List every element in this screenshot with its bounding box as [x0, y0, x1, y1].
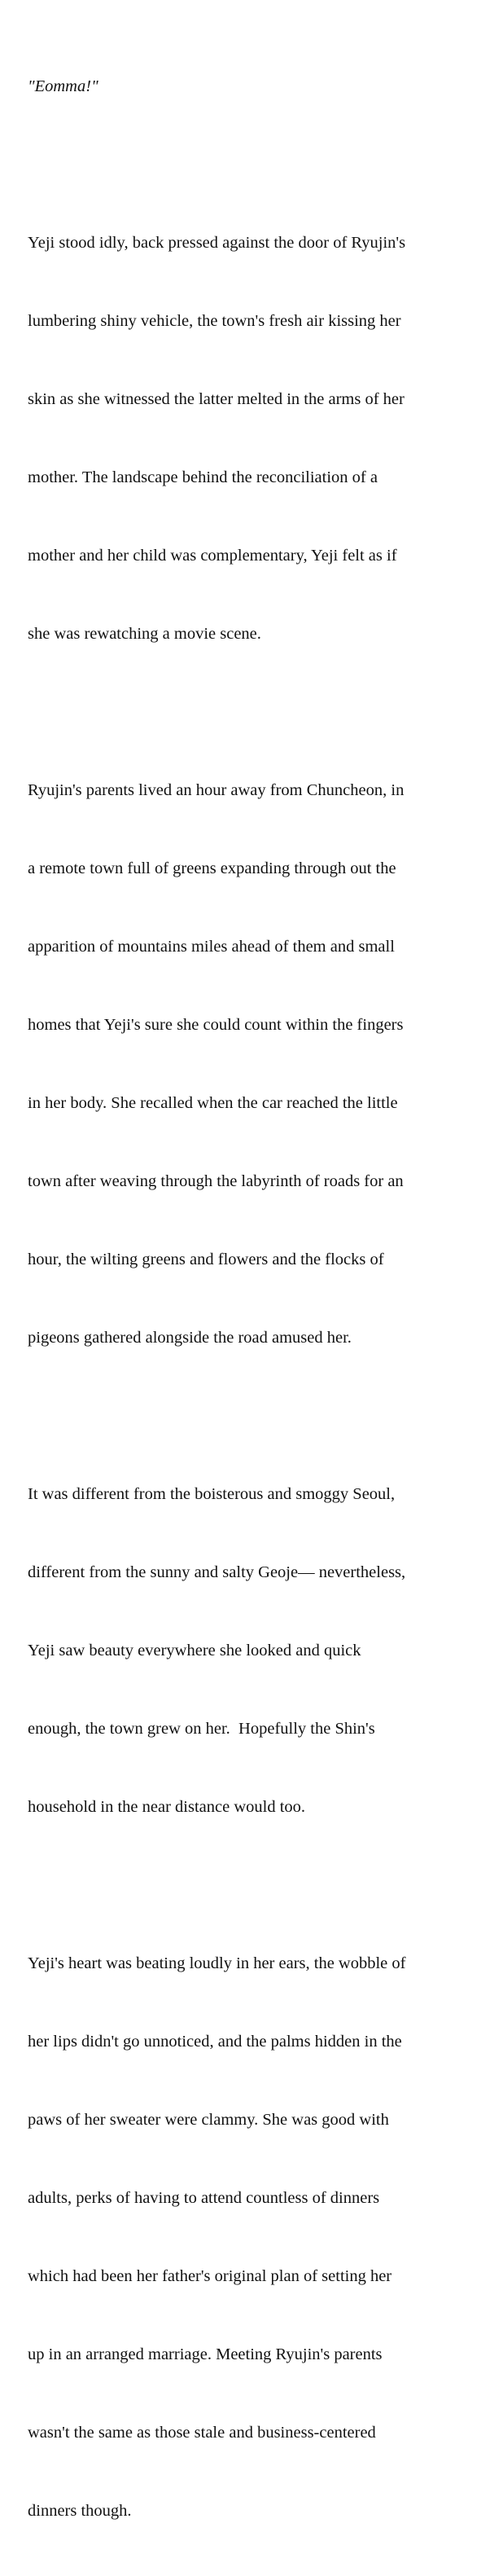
text-line: "Eomma!" [28, 77, 98, 95]
text-line: paws of her sweater were clammy. She was good with [28, 2111, 389, 2129]
text-line: Yeji's heart was beating loudly in her ears, the wobble of [28, 1954, 406, 1972]
text-line: homes that Yeji's sure she could count within the fingers [28, 1016, 404, 1034]
paragraph-2 [28, 725, 487, 1403]
text-line: dinners though. [28, 2502, 132, 2520]
text-line: mother and her child was complementary, Yeji felt as if [28, 547, 397, 565]
text-line: up in an arranged marriage. Meeting Ryujin's parents [28, 2345, 383, 2363]
text-line: Ryujin's parents lived an hour away from Chuncheon, in [28, 781, 405, 799]
text-line: It was different from the boisterous and smoggy Seoul, [28, 1485, 396, 1503]
text-line: lumbering shiny vehicle, the town's fresh air kissing her [28, 312, 401, 330]
text-line: which had been her father's original plan of setting her [28, 2267, 392, 2285]
text-line: skin as she witnessed the latter melted in the arms of her [28, 390, 405, 408]
text-line: she was rewatching a movie scene. [28, 625, 261, 643]
paragraph-4 [28, 1898, 487, 2576]
text-line: a remote town full of greens expanding through out the [28, 859, 396, 877]
text-line: her lips didn't go unnoticed, and the palms hidden in the [28, 2033, 402, 2051]
text-line: apparition of mountains miles ahead of them and small [28, 938, 395, 956]
text-line: household in the near distance would too. [28, 1798, 306, 1816]
text-line: in her body. She recalled when the car reached the little [28, 1094, 398, 1112]
text-line: hour, the wilting greens and flowers and the flocks of [28, 1251, 384, 1268]
text-line: wasn't the same as those stale and business-centered [28, 2424, 376, 2442]
text-line: Yeji stood idly, back pressed against the door of Ryujin's [28, 234, 406, 252]
text-line: town after weaving through the labyrinth of roads for an [28, 1172, 404, 1190]
paragraph-dialogue [28, 21, 487, 152]
text-line: Yeji saw beauty everywhere she looked and quick [28, 1642, 361, 1659]
paragraph-1 [28, 178, 487, 699]
paragraph-3 [28, 1429, 487, 1872]
text-line: different from the sunny and salty Geoje— nevertheless, [28, 1563, 406, 1581]
text-line: adults, perks of having to attend countless of dinners [28, 2189, 380, 2207]
text-line: mother. The landscape behind the reconciliation of a [28, 468, 378, 486]
text-line: enough, the town grew on her. Hopefully the Shin's [28, 1720, 375, 1738]
text-line: pigeons gathered alongside the road amused her. [28, 1329, 352, 1347]
